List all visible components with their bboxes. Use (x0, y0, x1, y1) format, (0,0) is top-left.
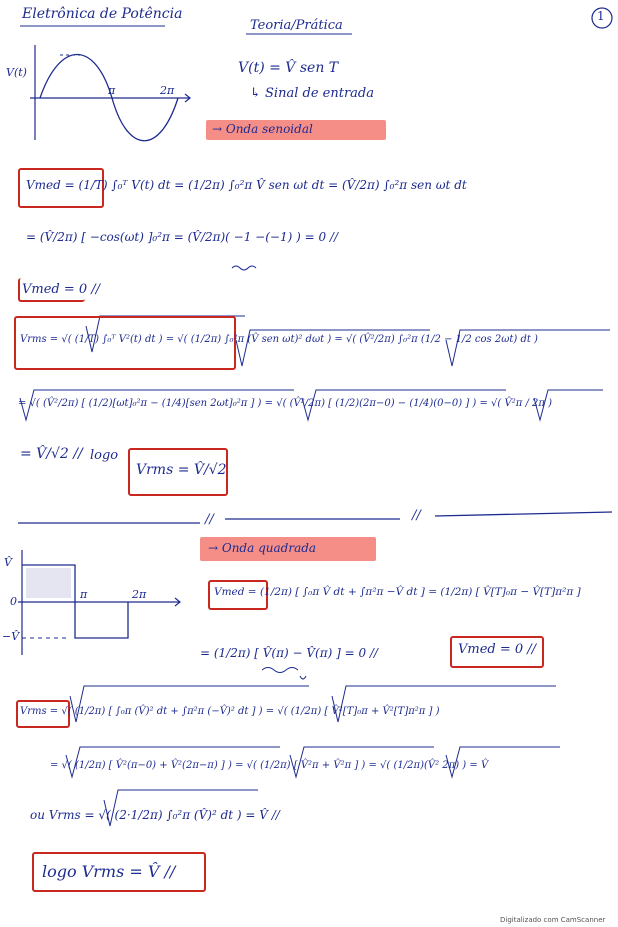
square-vrms-line-2: = √( (1/2π) [ V̂²(π−0) + V̂²(2π−π) ] ) = √( (1/2π) [ V̂²π + V̂²π ] ) = √( (1/2π)(V̂² 2π) ) = V̂ (50, 760, 489, 771)
page-number: 1 (597, 9, 605, 23)
sine-v-axis-label: V(t) (6, 66, 27, 79)
entrada-note: ↳ Sinal de entrada (250, 86, 374, 101)
square-vrms-line-3: ou Vrms = √( (2·1/2π) ∫₀²π (V̂)² dt ) = V̂ // (30, 808, 280, 822)
sine-vrms-result: Vrms = V̂/√2 (136, 462, 227, 478)
wavy-mark-2 (262, 668, 298, 673)
divider-mark-1: // (205, 512, 214, 527)
sine-vrms-line-3: = V̂/√2 // (20, 446, 83, 462)
scanner-footer: Digitalizado com CamScanner (500, 916, 606, 924)
sine-vmed-result: Vmed = 0 // (22, 282, 101, 297)
vmed-result-mark (18, 278, 85, 302)
divider-right (435, 512, 612, 516)
sine-pi-label: π (108, 84, 116, 97)
square-vhat-label: V̂ (4, 556, 12, 569)
sine-highlight-text: → Onda senoidal (212, 122, 313, 136)
sine-vmed-line-1: Vmed = (1/T) ∫₀ᵀ V(t) dt = (1/2π) ∫₀²π V̂ sen ωt dt = (V̂/2π) ∫₀²π sen ωt dt (26, 178, 467, 192)
logo-word: logo (90, 448, 119, 463)
sine-vrms-line-1: Vrms = √( (1/T) ∫₀ᵀ V²(t) dt ) = √( (1/2π) ∫₀²π (V̂ sen ωt)² dωt ) = √( (V̂²/2π) ∫₀²π (1/2 − 1/2 cos 2ωt) dt ) (20, 334, 538, 345)
page-title: Eletrônica de Potência (22, 6, 183, 22)
sine-vrms-line-2: = √( (V̂²/2π) [ (1/2)[ωt]₀²π − (1/4)[sen 2ωt]₀²π ] ) = √( (V̂²/2π) [ (1/2)(2π−0) − (1/4)(0−0) ] ) = √( V̂²π / 2π ) (18, 398, 553, 409)
square-vmed-result: Vmed = 0 // (458, 642, 537, 657)
square-graph (18, 550, 180, 655)
square-2pi-label: 2π (132, 588, 147, 601)
wavy-mark-1 (232, 266, 256, 270)
square-vmed-line-1: Vmed = (1/2π) [ ∫₀π V̂ dt + ∫π²π −V̂ dt ] = (1/2π) [ V̂[T]₀π − V̂[T]π²π ] (214, 586, 581, 598)
sine-equation: V(t) = V̂ sen T (238, 60, 339, 76)
square-neg-vhat-label: −V̂ (2, 630, 20, 643)
square-pi-label: π (80, 588, 88, 601)
square-vrms-result: logo Vrms = V̂ // (42, 862, 176, 881)
divider-mark-2: // (412, 508, 421, 523)
sine-2pi-label: 2π (160, 84, 175, 97)
square-highlight-text: → Onda quadrada (208, 541, 317, 555)
sine-vmed-line-2: = (V̂/2π) [ −cos(ωt) ]₀²π = (V̂/2π)( −1 −(−1) ) = 0 // (26, 230, 339, 244)
page-subtitle: Teoria/Prática (250, 18, 343, 33)
square-vmed-line-2: = (1/2π) [ V̂(π) − V̂(π) ] = 0 // (200, 646, 378, 660)
square-vrms-line-1: Vrms = √( (1/2π) [ ∫₀π (V̂)² dt + ∫π²π (−V̂)² dt ] ) = √( (1/2π) [ V̂²[T]₀π + V̂²[T]π²π ] ) (20, 706, 440, 717)
square-zero-label: 0 (10, 595, 17, 608)
